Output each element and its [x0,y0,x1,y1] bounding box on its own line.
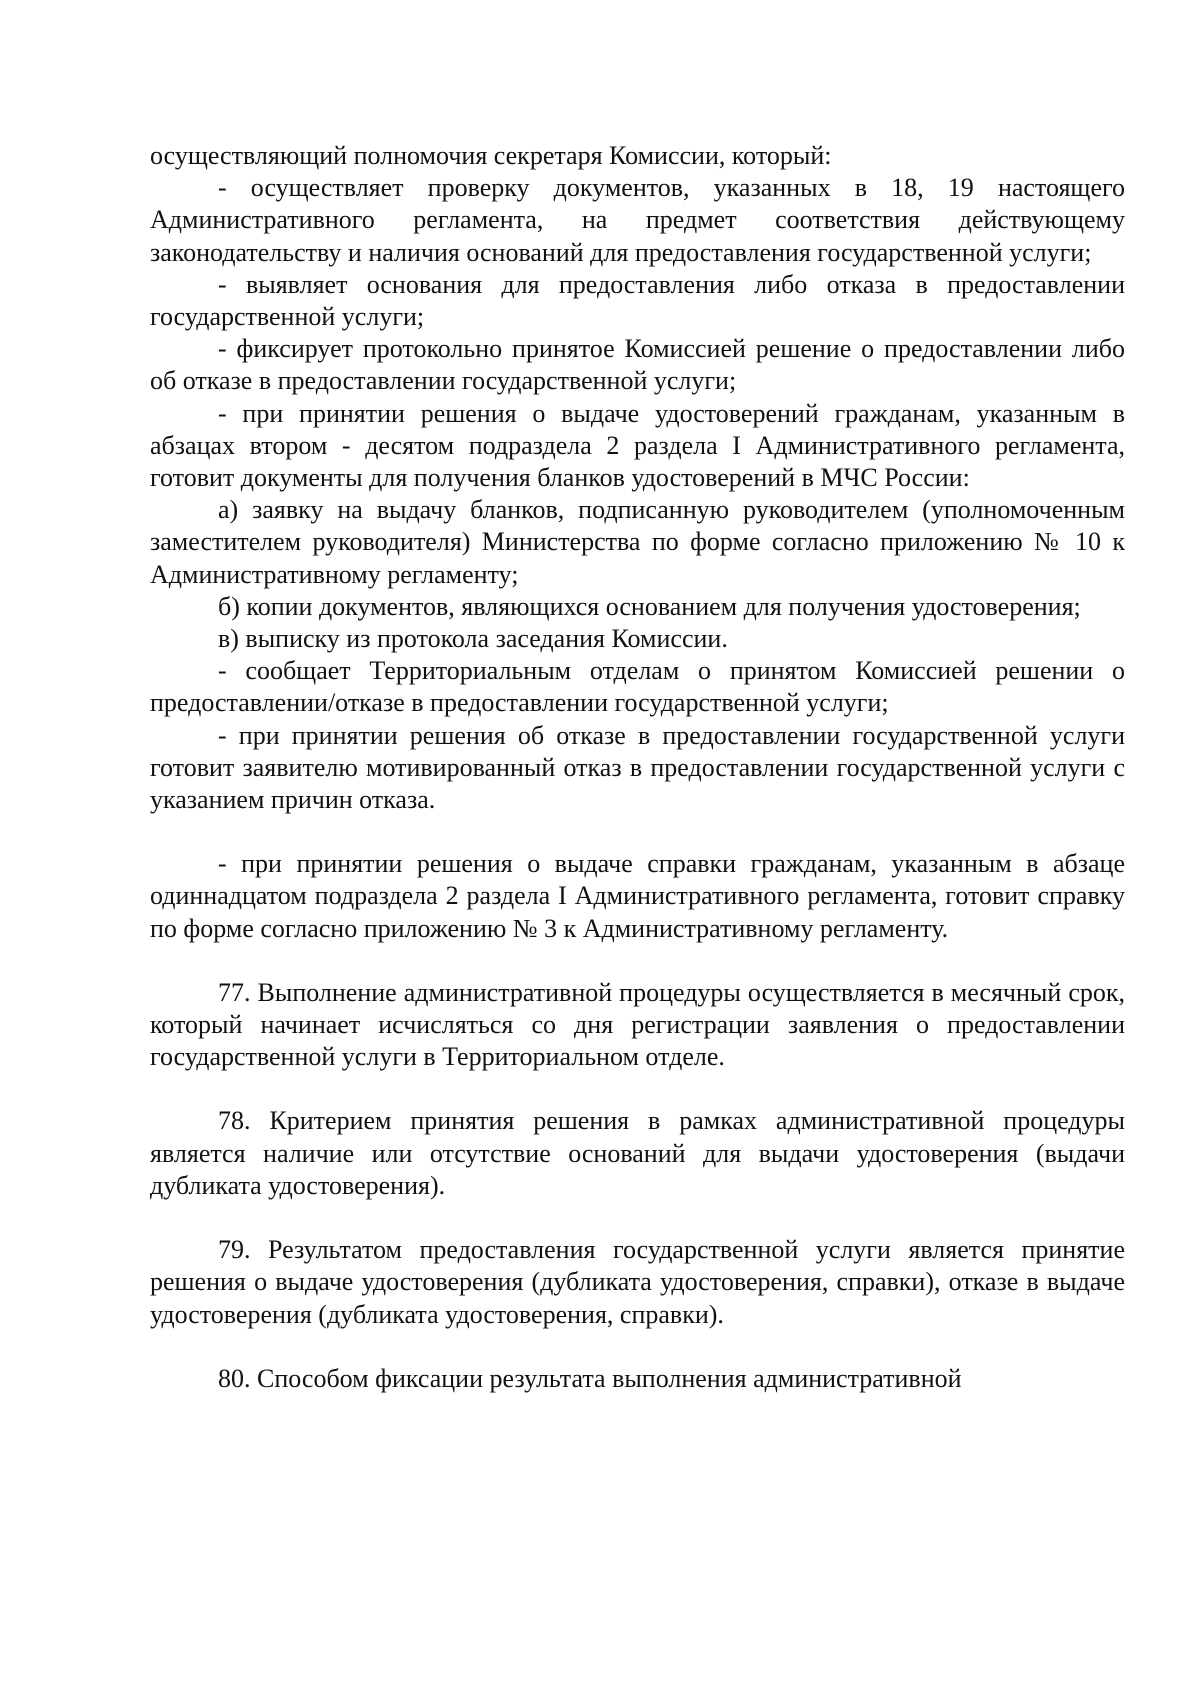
paragraph-79: 79. Результатом предоставления государственной услуги является принятие решения о выдаче удостоверения (дубликата удостоверения, справки), отказе в выдаче удостоверения (дубликата удостоверения, справки). [150,1235,1125,1329]
paragraph-80: 80. Способом фиксации результата выполнения административной [218,1363,962,1393]
paragraph-identify-grounds: - выявляет основания для предоставления либо отказа в предоставлении государственной услуги; [150,269,1125,332]
paragraph-verify-documents: - осуществляет проверку документов, указанных в 18, 19 настоящего Административного регламента, на предмет соответствия действующему законодательству и наличия оснований для предоставления государственной услуги; [150,173,1125,267]
paragraph-certificate: - при принятии решения о выдаче справки гражданам, указанным в абзаце одиннадцатом подраздела 2 раздела I Административного регламента, готовит справку по форме согласно приложению № 3 к Административному регламенту. [150,849,1125,943]
paragraph-78: 78. Критерием принятия решения в рамках административной процедуры является наличие или отсутствие оснований для выдачи удостоверения (выдачи дубликата удостоверения). [150,1106,1125,1200]
paragraph-record-decision: - фиксирует протокольно принятое Комиссией решение о предоставлении либо об отказе в предоставлении государственной услуги; [150,334,1125,396]
paragraph-refusal: - при принятии решения об отказе в предоставлении государственной услуги готовит заявителю мотивированный отказ в предоставлении государственной услуги с указанием причин отказа. [150,720,1125,815]
paragraph-item-a: а) заявку на выдачу бланков, подписанную руководителем (уполномоченным заместителем руководителя) Министерства по форме согласно приложению № 10 к Административному регламенту; [150,495,1125,589]
paragraph-secretary-intro: осуществляющий полномочия секретаря Комиссии, который: [150,141,832,170]
paragraph-prepare-documents: - при принятии решения о выдаче удостоверений гражданам, указанным в абзацах втором - десятом подраздела 2 раздела I Административного регламента, готовит документы для получения бланков удостоверений в МЧС России: [150,398,1125,493]
document-body [150,140,1125,1395]
paragraph-77: 77. Выполнение административной процедуры осуществляется в месячный срок, который начинает исчисляться со дня регистрации заявления о предоставлении государственной услуги в Территориальном отделе. [150,977,1125,1072]
paragraph-notify-departments: - сообщает Территориальным отделам о принятом Комиссией решении о предоставлении/отказе в предоставлении государственной услуги; [150,656,1125,718]
paragraph-item-c: в) выписку из протокола заседания Комиссии. [218,624,728,654]
paragraph-item-b: б) копии документов, являющихся основанием для получения удостоверения; [218,591,1081,621]
